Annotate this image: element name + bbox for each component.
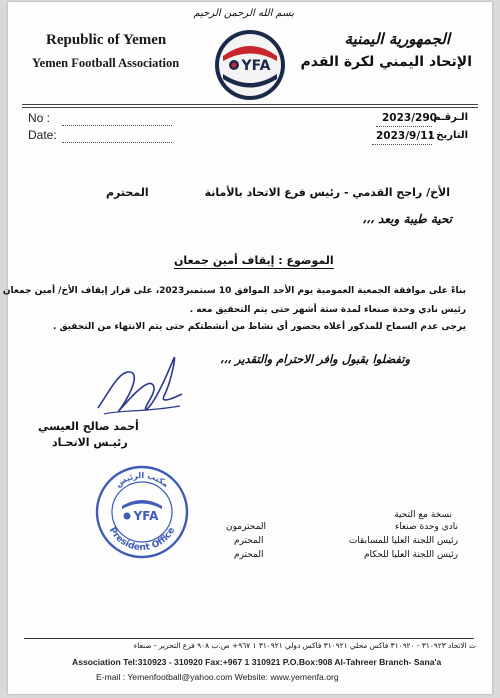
signatory-title: رئيـس الاتحـاد [52,436,128,449]
svg-text:مكتب الرئيس [114,471,170,490]
date-ar-dots [372,144,432,145]
subject: الموضوع : إيقاف أمين جمعان [174,254,334,267]
copies-heading: نسخة مع التحية [394,510,452,520]
date-value: 2023/9/11 [376,130,435,142]
copy-item-2-hon: المحترم [234,536,264,546]
signatory-name: أحمد صالح العيسي [38,420,139,433]
letter-page [2,2,492,694]
paragraph-1-line-1: بناءً على موافقة الجمعية العمومية يوم الأحد الموافق 10 سبتمبر2023، على قرار إيقاف الأخ/ أمين جمعان [2,286,466,296]
stamp-bottom-text: President Office [106,525,178,554]
org-name-en: Republic of Yemen [46,32,167,48]
no-dots [62,125,172,126]
date-label: Date: [28,128,57,142]
org-name-ar: الجمهورية اليمنية [344,30,450,48]
footer-ar-line: ت الاتحاد ٣١٠٩٢٣ - ٣١٠٩٢٠ فاكس محلي ٣١٠٩٢١ فاكس دولي ٣١٠٩٢١ ١ ٩٦٧+ ص.ب ٩٠٨ فرع التحرير - صنعاء [133,641,476,650]
yfa-logo [213,28,287,102]
paragraph-2: يرجى عدم السماح للمذكور أعلاه بحضور أي نشاط من أنشطتكم حتى يتم الانتهاء من التحقيق . [52,322,466,332]
ref-value: 2023/290 [382,112,437,124]
copy-item-2-to: رئيس اللجنة العليا للمسابقات [348,536,458,546]
copy-item-1-to: نادي وحدة صنعاء [394,522,458,532]
basmala: بسم الله الرحمن الرحيم [193,8,294,19]
date-dots [62,142,172,143]
stamp-center-text: YFA [133,509,159,523]
ref-dots [376,126,432,127]
addressee-honorific: المحترم [106,186,149,199]
footer-rule [24,638,474,639]
ref-label: الـرقـم : [425,112,468,123]
copy-item-1-hon: المحترمون [226,522,267,532]
logo-text: YFA [241,58,271,74]
paragraph-1-line-2: رئيس نادي وحدة صنعاء لمدة ستة أشهر حتى يتم التحقيق معه . [189,305,466,315]
org-subname-ar: الإتحاد اليمني لكرة القدم [300,54,472,70]
copy-item-3-hon: المحترم [234,550,264,560]
org-subname-en: Yemen Football Association [32,56,180,70]
no-label: No : [28,111,51,125]
stamp-top-text: مكتب الرئيس [113,470,171,490]
greeting: تحية طيبة وبعد ،،، [362,212,452,226]
copy-item-3-to: رئيس اللجنة العليا للحكام [363,550,458,560]
closing: وتفضلوا بقبول وافر الاحترام والتقدير ،،، [219,352,410,366]
header-rule-bottom [22,107,478,108]
footer-en-line-1: Association Tel:310923 - 310920 Fax:+967 1 310921 P.O.Box:908 Al-Tahreer Branch- Sana'a [72,657,442,667]
addressee: الأخ/ راجح القدمي - رئيس فرع الاتحاد بالأمانة [204,186,450,199]
date-ar-label: التاريخ : [428,130,468,141]
footer-en-line-2: E-mail : Yemenfootball@yahoo.com Website: www.yemenfa.org [96,672,339,682]
header-rule-top [22,104,478,105]
handwritten-signature [90,350,188,426]
president-office-stamp [94,464,190,560]
